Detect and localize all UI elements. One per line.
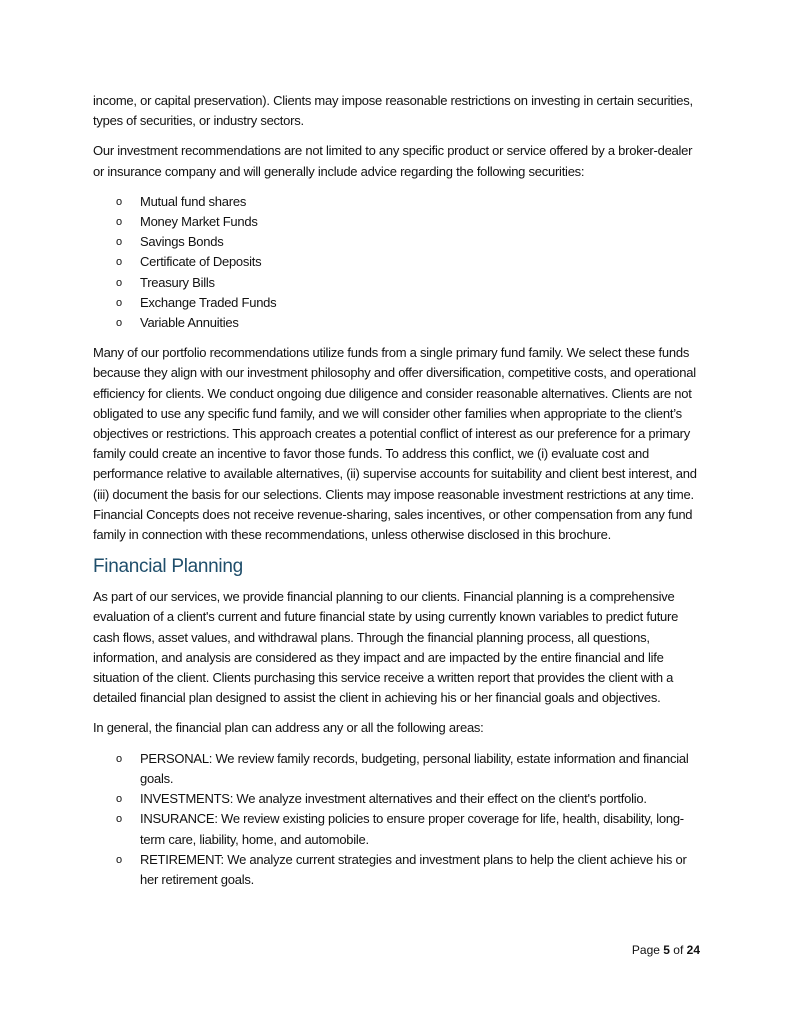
list-item: o Mutual fund shares bbox=[93, 192, 705, 212]
planning-paragraph: As part of our services, we provide financial planning to our clients. Financial planning is a comprehensive evaluation of a client's current and future financial state by using currently known variables to predict future cash flows, asset values, and withdrawal plans. Through the financial planning process, all questions, information, and analysis are considered as they impact and are impacted by the entire financial and life situation of the client. Clients purchasing this service receive a written report that provides the client with a detailed financial plan designed to assist the client in achieving his or her financial goals and objectives. bbox=[93, 589, 679, 706]
circle-bullet-icon: o bbox=[116, 236, 122, 249]
list-item: o INSURANCE: We review existing policies to ensure proper coverage for life, health, disability, long-term care, liability, home, and automobile. bbox=[116, 811, 684, 847]
circle-bullet-icon: o bbox=[116, 793, 122, 806]
circle-bullet-icon: o bbox=[116, 296, 122, 309]
circle-bullet-icon: o bbox=[116, 256, 122, 269]
circle-bullet-icon: o bbox=[116, 317, 122, 330]
circle-bullet-icon: o bbox=[116, 853, 122, 866]
areas-intro-paragraph: In general, the financial plan can address any or all the following areas: bbox=[93, 720, 484, 736]
circle-bullet-icon: o bbox=[116, 216, 122, 229]
circle-bullet-icon: o bbox=[116, 752, 122, 765]
list-item: o INVESTMENTS: We analyze investment alternatives and their effect on the client's portfolio. bbox=[93, 789, 705, 809]
list-item: o PERSONAL: We review family records, budgeting, personal liability, estate information and financial goals. bbox=[116, 750, 689, 786]
recommendations-paragraph: Our investment recommendations are not limited to any specific product or service offered by a broker-dealer or insurance company and will generally include advice regarding the following securities: bbox=[93, 143, 693, 179]
circle-bullet-icon: o bbox=[116, 276, 122, 289]
total-pages: 24 bbox=[686, 943, 700, 957]
intro-paragraph: income, or capital preservation). Clients may impose reasonable restrictions on investing in certain securities, types of securities, or industry sectors. bbox=[93, 93, 693, 129]
circle-bullet-icon: o bbox=[116, 195, 122, 208]
list-item: o Exchange Traded Funds bbox=[93, 293, 705, 313]
list-item: o Money Market Funds bbox=[93, 212, 705, 232]
list-item: o Savings Bonds bbox=[93, 232, 705, 252]
securities-list bbox=[93, 192, 705, 333]
list-item: o RETIREMENT: We analyze current strategies and investment plans to help the client achieve his or her retirement goals. bbox=[116, 851, 687, 887]
planning-areas-list bbox=[93, 749, 705, 890]
section-heading-financial-planning: Financial Planning bbox=[93, 556, 243, 578]
page-number-footer: Page 5 of 24 bbox=[631, 943, 700, 957]
document-page bbox=[93, 91, 705, 900]
list-item: o Treasury Bills bbox=[93, 273, 705, 293]
list-item: o Certificate of Deposits bbox=[93, 252, 705, 272]
list-item: o Variable Annuities bbox=[93, 313, 705, 333]
current-page: 5 bbox=[663, 943, 670, 957]
circle-bullet-icon: o bbox=[116, 813, 122, 826]
fund-family-paragraph: Many of our portfolio recommendations utilize funds from a single primary fund family. We select these funds because they align with our investment philosophy and offer diversification, competitive costs, and operational efficiency for clients. We conduct ongoing due diligence and consider reasonable alternatives. Clients are not obligated to use any specific fund family, and we will consider other families when appropriate to the client’s objectives or restrictions. This approach creates a potential conflict of interest as our preference for a primary family could create an incentive to favor those funds. To address this conflict, we (i) evaluate cost and performance relative to available alternatives, (ii) supervise accounts for suitability and client best interest, and (iii) document the basis for our selections. Clients may impose reasonable investment restrictions at any time. Financial Concepts does not receive revenue-sharing, sales incentives, or other compensation from any fund family in connection with these recommendations, unless otherwise disclosed in this brochure. bbox=[93, 345, 697, 543]
